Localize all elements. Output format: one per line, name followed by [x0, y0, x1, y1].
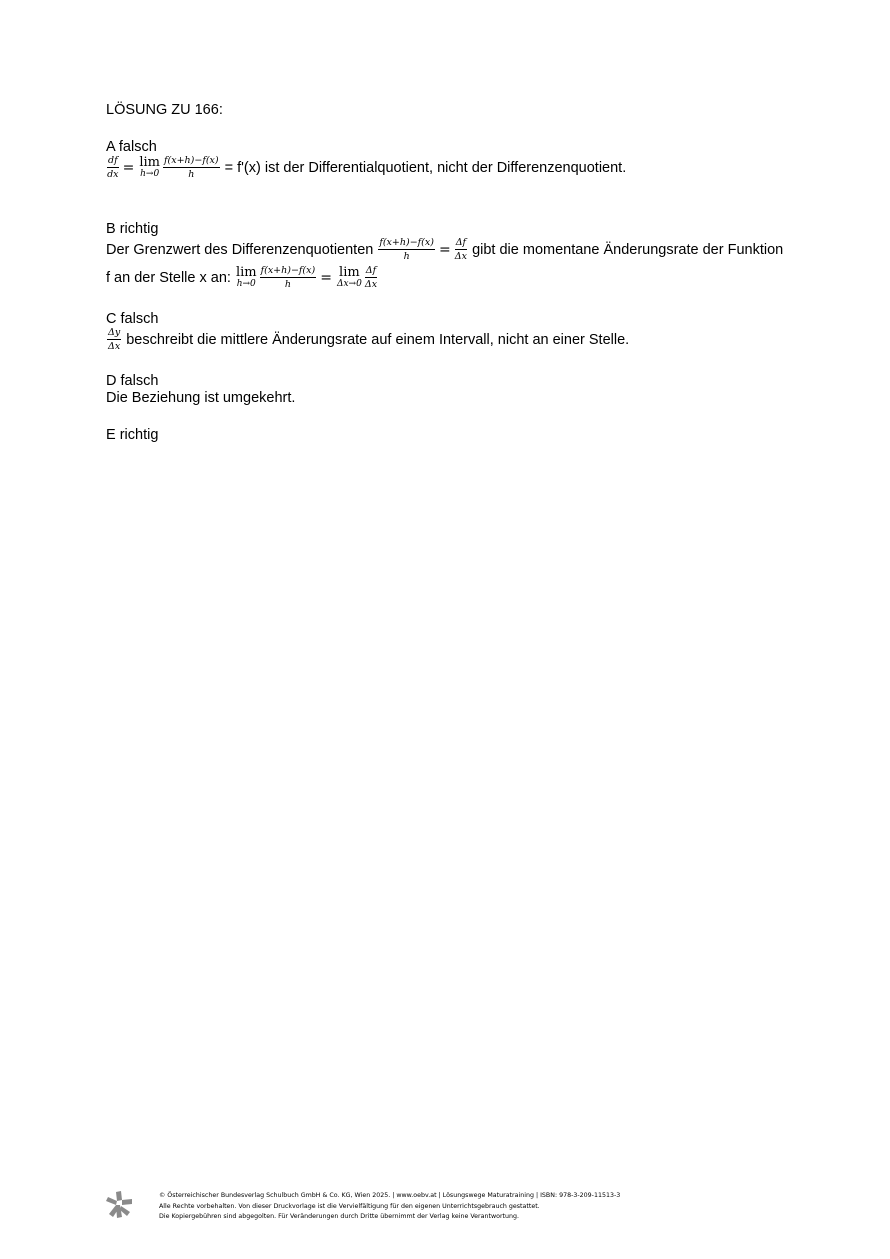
fraction-numerator: f(x+h)−f(x): [260, 265, 316, 276]
section-b-text-2: gibt die momentane Änderungsrate der Funktion: [472, 241, 784, 258]
footer-line-2: Alle Rechte vorbehalten. Von dieser Druckvorlage ist die Vervielfältigung für den eigenen Unterrichtsgebrauch gestattet.: [159, 1202, 540, 1210]
footer-line-3: Die Kopiergebühren sind abgegolten. Für Veränderungen durch Dritte übernimmt der Verlag keine Verantwortung.: [159, 1213, 519, 1220]
limit-subscript: h→0: [236, 279, 256, 289]
limit-word: lim: [139, 155, 160, 170]
fraction-denominator: Δx: [364, 279, 378, 290]
fraction-numerator: Δy: [108, 327, 121, 338]
difference-quotient-fraction: [260, 265, 317, 290]
section-e-heading: E richtig: [106, 427, 159, 443]
fraction-denominator: h: [284, 279, 291, 290]
fraction-numerator: df: [108, 155, 118, 166]
footer-copyright: [159, 1191, 620, 1223]
section-b-line-2: [106, 265, 378, 290]
delta-fraction: [365, 265, 377, 290]
section-d-heading: D falsch: [106, 373, 159, 389]
limit-subscript: h→0: [140, 169, 160, 179]
page-title: LÖSUNG ZU 166:: [106, 102, 223, 118]
section-a-heading: A falsch: [106, 139, 157, 155]
footer-line-1: © Österreichischer Bundesverlag Schulbuch GmbH & Co. KG, Wien 2025. | www.oebv.at | Lösungswege Maturatraining | ISBN: 978-3-209-11513-3: [159, 1192, 621, 1199]
section-b-text-1: Der Grenzwert des Differenzenquotienten: [106, 241, 374, 258]
section-c-text: beschreibt die mittlere Änderungsrate auf einem Intervall, nicht an einer Stelle.: [126, 331, 630, 348]
fraction-df-dx: [107, 155, 119, 180]
fraction-denominator: Δx: [454, 251, 467, 262]
fraction-denominator: dx: [107, 169, 119, 180]
limit-word: lim: [339, 265, 360, 280]
equals-sign: =: [438, 241, 451, 258]
limit-subscript: Δx→0: [336, 279, 362, 289]
fraction-denominator: h: [188, 169, 195, 180]
publisher-logo-icon: [104, 1190, 134, 1220]
section-b-formula-2: [234, 265, 378, 290]
section-c-line: [106, 327, 629, 352]
section-a-formula: [106, 155, 221, 180]
fraction-numerator: Δf: [365, 265, 377, 276]
difference-quotient-fraction: [378, 237, 435, 262]
fraction-denominator: Δx: [108, 341, 121, 352]
section-d-text: Die Beziehung ist umgekehrt.: [106, 390, 296, 406]
section-a-formula-line: [106, 155, 626, 180]
difference-quotient-fraction: [163, 155, 220, 180]
section-a-text: = f'(x) ist der Differentialquotient, nicht der Differenzenquotient.: [224, 159, 627, 176]
delta-fraction: [455, 237, 467, 262]
section-b-formula-1: [377, 237, 468, 262]
limit: [236, 266, 257, 289]
section-b-text-3: f an der Stelle x an:: [106, 269, 231, 286]
limit-word: lim: [235, 265, 257, 280]
fraction-numerator: f(x+h)−f(x): [164, 155, 219, 166]
delta-y-fraction: [107, 327, 121, 352]
section-b-heading: B richtig: [106, 221, 159, 237]
fraction-denominator: h: [403, 251, 410, 262]
section-b-line-1: [106, 237, 783, 262]
fraction-numerator: f(x+h)−f(x): [379, 237, 434, 248]
limit: [337, 266, 362, 289]
limit: [139, 156, 160, 179]
fraction-numerator: Δf: [455, 237, 467, 248]
section-c-heading: C falsch: [106, 311, 159, 327]
section-c-formula: [106, 327, 122, 352]
equals-sign: =: [320, 269, 332, 286]
equals-sign: =: [122, 159, 135, 176]
